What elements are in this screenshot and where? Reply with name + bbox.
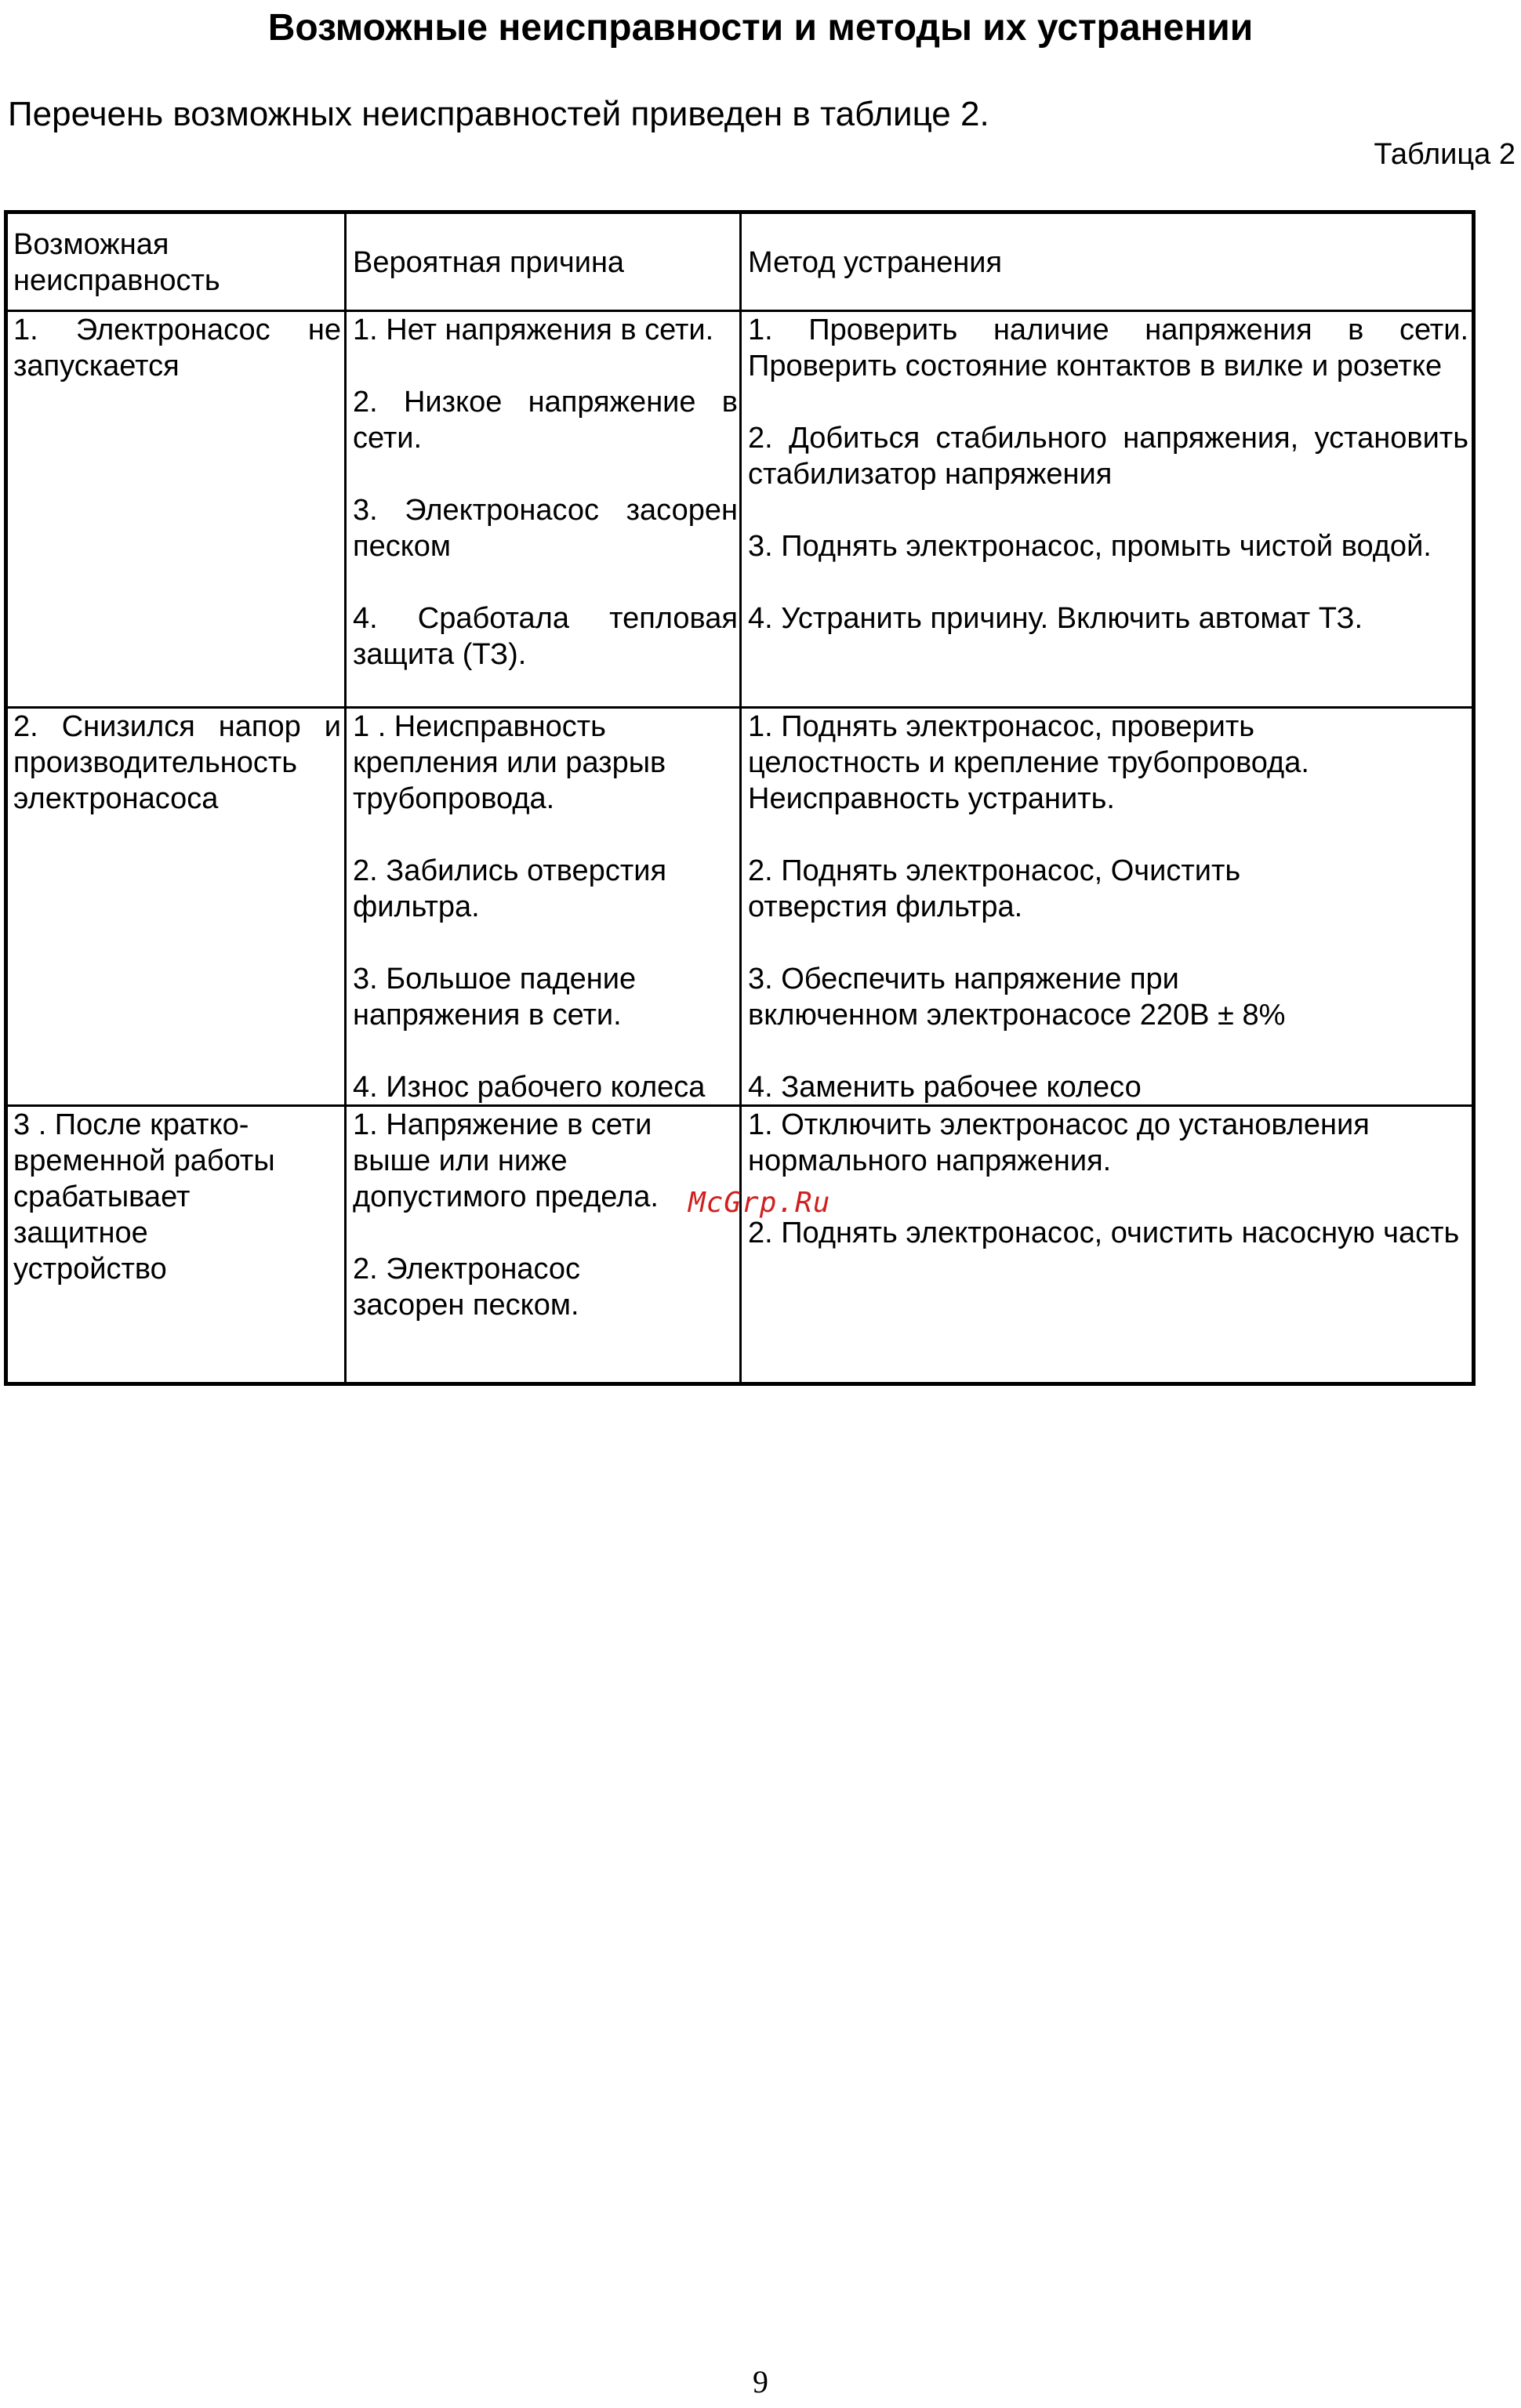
row-2-cause-2: 2. Забились отверстия фильтра. (353, 854, 667, 923)
row-1-causes (353, 312, 738, 673)
row-2-cause-4: 4. Износ рабочего колеса (353, 1071, 706, 1104)
row-2-cause-3: 3. Большое падение напряжения в сети. (353, 963, 637, 1032)
header-fault: Возможная неисправность (13, 228, 220, 297)
header-remedy: Метод устранения (748, 246, 1003, 279)
row-3-remedy-1: 1. Отключить электронасос до установления нормального напряжения. (748, 1108, 1370, 1177)
row-1-remedy-3: 3. Поднять электронасос, промыть чистой водой. (748, 530, 1432, 563)
row-2-remedy-1: 1. Поднять электронасос, проверить целостность и крепление трубопровода. Неисправность устранить. (748, 710, 1309, 815)
row-1-cause-2: 2. Низкое напряжение в сети. (353, 386, 738, 455)
row-2-remedy-4: 4. Заменить рабочее колесо (748, 1071, 1142, 1104)
row-1-cause-4: 4. Сработала тепловая защита (ТЗ). (353, 602, 738, 671)
row-3-remedies (748, 1107, 1468, 1251)
row-1-remedy-2: 2. Добиться стабильного напряжения, установить стабилизатор напряжения (748, 422, 1468, 491)
row-3-fault: 3 . После кратко-временной работы срабатывает защитное устройство (13, 1108, 275, 1286)
row-3-causes (353, 1107, 698, 1323)
row-1-remedies (748, 312, 1468, 636)
row-2-cause-1: 1 . Неисправность крепления или разрыв трубопровода. (353, 710, 666, 815)
watermark: McGrp.Ru (688, 1187, 831, 1219)
column-divider-1 (344, 214, 347, 1382)
table-label: Таблица 2 (1374, 138, 1516, 171)
page-number: 9 (753, 2364, 768, 2399)
row-2-remedies (748, 709, 1468, 1105)
row-2-remedy-2: 2. Поднять электронасос, Очистить отверстия фильтра. (748, 854, 1241, 923)
row-2-fault: 2. Снизился напор и производительность электронасоса (13, 710, 341, 815)
row-3-cause-1: 1. Напряжение в сети выше или ниже допустимого предела. (353, 1108, 659, 1213)
row-1-fault: 1. Электронасос не запускается (13, 314, 341, 383)
intro-text: Перечень возможных неисправностей приведен в таблице 2. (8, 95, 989, 133)
page-title: Возможные неисправности и методы их устранении (267, 7, 1254, 49)
row-3-cause-2: 2. Электронасос засорен песком. (353, 1253, 581, 1322)
row-1-remedy-1: 1. Проверить наличие напряжения в сети. Проверить состояние контактов в вилке и розетке (748, 314, 1468, 383)
header-cause: Вероятная причина (353, 246, 625, 279)
row-1-remedy-4: 4. Устранить причину. Включить автомат ТЗ. (748, 602, 1363, 635)
row-1-cause-3: 3. Электронасос засорен песком (353, 494, 738, 563)
row-2-causes (353, 709, 738, 1105)
row-1-cause-1: 1. Нет напряжения в сети. (353, 314, 714, 346)
row-3-remedy-2: 2. Поднять электронасос, очистить насосную часть (748, 1217, 1460, 1249)
row-2-remedy-3: 3. Обеспечить напряжение при включенном электронасосе 220В ± 8% (748, 963, 1286, 1032)
